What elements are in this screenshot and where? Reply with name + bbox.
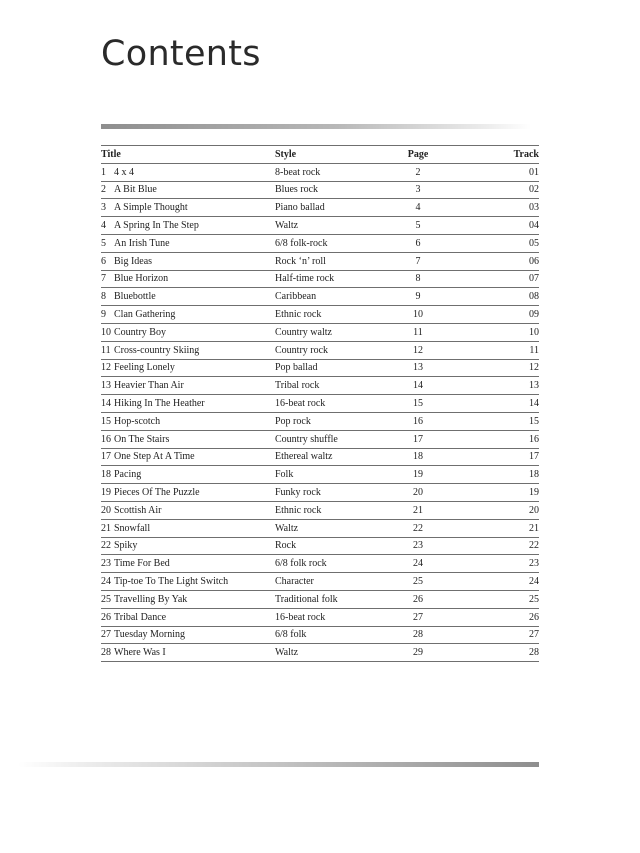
song-page-cell: 18 — [393, 448, 443, 466]
song-page-cell: 23 — [393, 537, 443, 555]
song-title: Snowfall — [114, 522, 151, 534]
contents-table — [101, 145, 539, 662]
table-row — [101, 608, 539, 626]
song-number: 13 — [101, 380, 111, 392]
table-row — [101, 252, 539, 270]
song-title-cell — [101, 181, 275, 199]
song-style-cell: Folk — [275, 466, 393, 484]
table-row — [101, 484, 539, 502]
song-number: 6 — [101, 255, 106, 267]
song-track-cell: 15 — [443, 412, 539, 430]
song-page-cell: 22 — [393, 519, 443, 537]
song-style-cell: Waltz — [275, 217, 393, 235]
song-style-cell: Blues rock — [275, 181, 393, 199]
song-track-cell: 14 — [443, 395, 539, 413]
song-track-cell: 10 — [443, 323, 539, 341]
table-row — [101, 501, 539, 519]
song-number: 22 — [101, 540, 111, 552]
song-track-cell: 07 — [443, 270, 539, 288]
song-title-cell — [101, 217, 275, 235]
song-page-cell: 25 — [393, 573, 443, 591]
song-style-cell: Waltz — [275, 519, 393, 537]
song-style-cell: Country rock — [275, 341, 393, 359]
song-style-cell: Pop rock — [275, 412, 393, 430]
table-row — [101, 537, 539, 555]
song-style-cell: Waltz — [275, 644, 393, 662]
song-number: 14 — [101, 398, 111, 410]
song-style-cell: Tribal rock — [275, 377, 393, 395]
song-page-cell: 10 — [393, 306, 443, 324]
song-style-cell: Character — [275, 573, 393, 591]
table-row — [101, 323, 539, 341]
table-row — [101, 199, 539, 217]
song-title-cell — [101, 501, 275, 519]
song-track-cell: 19 — [443, 484, 539, 502]
song-title-cell — [101, 466, 275, 484]
song-style-cell: Piano ballad — [275, 199, 393, 217]
song-track-cell: 01 — [443, 163, 539, 181]
song-page-cell: 16 — [393, 412, 443, 430]
song-page-cell: 20 — [393, 484, 443, 502]
song-number: 5 — [101, 237, 106, 249]
song-title-cell — [101, 484, 275, 502]
song-style-cell: Traditional folk — [275, 590, 393, 608]
song-number: 18 — [101, 469, 111, 481]
table-row — [101, 519, 539, 537]
song-page-cell: 19 — [393, 466, 443, 484]
table-row — [101, 466, 539, 484]
song-page-cell: 13 — [393, 359, 443, 377]
table-row — [101, 448, 539, 466]
song-style-cell: Country waltz — [275, 323, 393, 341]
song-style-cell: Rock — [275, 537, 393, 555]
song-number: 24 — [101, 576, 111, 588]
song-title-cell — [101, 341, 275, 359]
song-title-cell — [101, 590, 275, 608]
song-title-cell — [101, 377, 275, 395]
song-number: 9 — [101, 309, 106, 321]
song-title: One Step At A Time — [114, 451, 195, 463]
bottom-divider-bar — [18, 762, 539, 767]
table-row — [101, 217, 539, 235]
column-header-title: Title — [101, 146, 275, 164]
song-style-cell: Ethnic rock — [275, 501, 393, 519]
column-header-style: Style — [275, 146, 393, 164]
song-title: Big Ideas — [114, 255, 153, 267]
song-title-cell — [101, 288, 275, 306]
table-row — [101, 412, 539, 430]
song-track-cell: 11 — [443, 341, 539, 359]
song-page-cell: 14 — [393, 377, 443, 395]
song-number: 12 — [101, 362, 111, 374]
song-number: 26 — [101, 611, 111, 623]
table-header-row — [101, 146, 539, 164]
table-row — [101, 644, 539, 662]
song-track-cell: 27 — [443, 626, 539, 644]
song-style-cell: 8-beat rock — [275, 163, 393, 181]
song-title-cell — [101, 430, 275, 448]
song-title: A Bit Blue — [114, 184, 157, 196]
song-track-cell: 05 — [443, 234, 539, 252]
song-title-cell — [101, 573, 275, 591]
table-row — [101, 270, 539, 288]
song-track-cell: 08 — [443, 288, 539, 306]
song-track-cell: 16 — [443, 430, 539, 448]
table-row — [101, 590, 539, 608]
table-row — [101, 573, 539, 591]
song-number: 8 — [101, 291, 106, 303]
song-title: 4 x 4 — [114, 166, 134, 178]
song-number: 27 — [101, 629, 111, 641]
song-title: Country Boy — [114, 326, 166, 338]
contents-rows — [101, 163, 539, 661]
song-page-cell: 28 — [393, 626, 443, 644]
song-page-cell: 21 — [393, 501, 443, 519]
song-page-cell: 29 — [393, 644, 443, 662]
song-track-cell: 18 — [443, 466, 539, 484]
song-style-cell: Pop ballad — [275, 359, 393, 377]
song-title: Scottish Air — [114, 504, 162, 516]
table-row — [101, 377, 539, 395]
song-title: On The Stairs — [114, 433, 170, 445]
song-page-cell: 17 — [393, 430, 443, 448]
song-number: 7 — [101, 273, 106, 285]
song-track-cell: 28 — [443, 644, 539, 662]
song-page-cell: 3 — [393, 181, 443, 199]
song-page-cell: 2 — [393, 163, 443, 181]
song-title-cell — [101, 644, 275, 662]
song-page-cell: 11 — [393, 323, 443, 341]
song-title: Heavier Than Air — [114, 380, 184, 392]
song-track-cell: 25 — [443, 590, 539, 608]
table-row — [101, 234, 539, 252]
table-row — [101, 163, 539, 181]
table-row — [101, 430, 539, 448]
table-row — [101, 626, 539, 644]
song-title: Pieces Of The Puzzle — [114, 487, 200, 499]
table-row — [101, 341, 539, 359]
song-page-cell: 12 — [393, 341, 443, 359]
song-track-cell: 20 — [443, 501, 539, 519]
song-title-cell — [101, 306, 275, 324]
song-track-cell: 06 — [443, 252, 539, 270]
song-title: Pacing — [114, 469, 142, 481]
song-style-cell: Half-time rock — [275, 270, 393, 288]
song-page-cell: 24 — [393, 555, 443, 573]
song-track-cell: 03 — [443, 199, 539, 217]
song-number: 4 — [101, 220, 106, 232]
song-style-cell: 16-beat rock — [275, 608, 393, 626]
song-page-cell: 26 — [393, 590, 443, 608]
song-style-cell: Ethnic rock — [275, 306, 393, 324]
song-title-cell — [101, 537, 275, 555]
song-title-cell — [101, 270, 275, 288]
song-number: 19 — [101, 487, 111, 499]
song-title: An Irish Tune — [114, 237, 170, 249]
song-number: 28 — [101, 647, 111, 659]
song-page-cell: 27 — [393, 608, 443, 626]
song-title: Hop-scotch — [114, 415, 161, 427]
song-page-cell: 4 — [393, 199, 443, 217]
table-row — [101, 306, 539, 324]
song-title-cell — [101, 163, 275, 181]
song-page-cell: 9 — [393, 288, 443, 306]
song-title: Hiking In The Heather — [114, 398, 205, 410]
song-title-cell — [101, 252, 275, 270]
song-title-cell — [101, 359, 275, 377]
song-title: Tribal Dance — [114, 611, 167, 623]
table-row — [101, 288, 539, 306]
song-track-cell: 09 — [443, 306, 539, 324]
table-row — [101, 555, 539, 573]
song-title-cell — [101, 199, 275, 217]
table-row — [101, 359, 539, 377]
song-title-cell — [101, 234, 275, 252]
song-style-cell: Ethereal waltz — [275, 448, 393, 466]
song-style-cell: Funky rock — [275, 484, 393, 502]
song-style-cell: Caribbean — [275, 288, 393, 306]
song-style-cell: Rock ‘n’ roll — [275, 252, 393, 270]
song-number: 16 — [101, 433, 111, 445]
song-track-cell: 24 — [443, 573, 539, 591]
song-track-cell: 13 — [443, 377, 539, 395]
song-page-cell: 6 — [393, 234, 443, 252]
song-track-cell: 17 — [443, 448, 539, 466]
song-page-cell: 7 — [393, 252, 443, 270]
song-title: Cross-country Skiing — [114, 344, 200, 356]
song-page-cell: 15 — [393, 395, 443, 413]
song-title: Spiky — [114, 540, 138, 552]
song-number: 17 — [101, 451, 111, 463]
song-title: A Simple Thought — [114, 202, 188, 214]
page-title: Contents — [101, 34, 261, 74]
song-title-cell — [101, 395, 275, 413]
song-title-cell — [101, 519, 275, 537]
song-number: 11 — [101, 344, 111, 356]
song-title: Tip-toe To The Light Switch — [114, 576, 229, 588]
song-number: 21 — [101, 522, 111, 534]
song-title: Bluebottle — [114, 291, 156, 303]
song-title: Feeling Lonely — [114, 362, 175, 374]
song-track-cell: 22 — [443, 537, 539, 555]
song-number: 20 — [101, 504, 111, 516]
song-page-cell: 5 — [393, 217, 443, 235]
song-page-cell: 8 — [393, 270, 443, 288]
song-number: 25 — [101, 593, 111, 605]
song-title: Time For Bed — [114, 558, 170, 570]
song-style-cell: Country shuffle — [275, 430, 393, 448]
song-title: Where Was I — [114, 647, 166, 659]
song-title: Tuesday Morning — [114, 629, 186, 641]
song-track-cell: 04 — [443, 217, 539, 235]
song-title-cell — [101, 555, 275, 573]
song-number: 15 — [101, 415, 111, 427]
song-number: 3 — [101, 202, 106, 214]
table-row — [101, 395, 539, 413]
song-title: Blue Horizon — [114, 273, 169, 285]
song-style-cell: 16-beat rock — [275, 395, 393, 413]
column-header-track: Track — [443, 146, 539, 164]
song-style-cell: 6/8 folk rock — [275, 555, 393, 573]
column-header-page: Page — [393, 146, 443, 164]
song-number: 1 — [101, 166, 106, 178]
song-title: Travelling By Yak — [114, 593, 188, 605]
song-title: Clan Gathering — [114, 309, 176, 321]
song-title-cell — [101, 412, 275, 430]
song-title-cell — [101, 323, 275, 341]
song-title-cell — [101, 608, 275, 626]
song-title-cell — [101, 448, 275, 466]
song-track-cell: 26 — [443, 608, 539, 626]
song-style-cell: 6/8 folk-rock — [275, 234, 393, 252]
top-divider-bar — [101, 124, 531, 129]
song-number: 10 — [101, 326, 111, 338]
song-number: 23 — [101, 558, 111, 570]
song-title-cell — [101, 626, 275, 644]
song-title: A Spring In The Step — [114, 220, 199, 232]
song-track-cell: 02 — [443, 181, 539, 199]
song-number: 2 — [101, 184, 106, 196]
song-track-cell: 23 — [443, 555, 539, 573]
song-style-cell: 6/8 folk — [275, 626, 393, 644]
song-track-cell: 12 — [443, 359, 539, 377]
song-track-cell: 21 — [443, 519, 539, 537]
table-row — [101, 181, 539, 199]
